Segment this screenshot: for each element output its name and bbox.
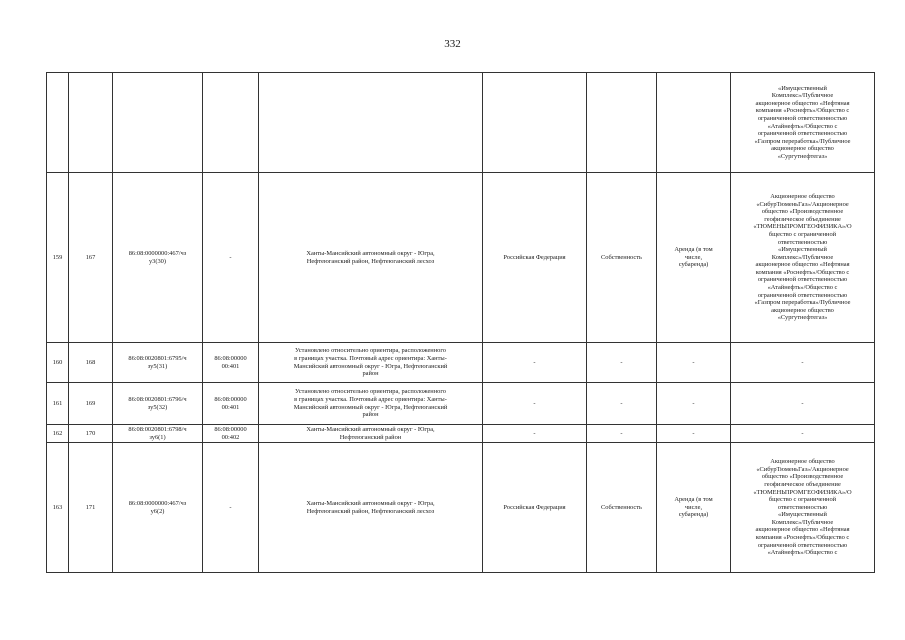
encumbrance: Аренда (в том числе, субаренда) <box>657 173 731 343</box>
owner <box>483 73 587 173</box>
address: Ханты-Мансийский автономный округ - Югра, Нефтеюганский район <box>259 425 483 443</box>
address: Установлено относительно ориентира, расположенного в границах участка. Почтовый адрес ориентира: Ханты- Мансийский автономный округ - Югра, Нефтеюганский район <box>259 383 483 425</box>
cadastral-number: 86:08:0000000:467/чз у3(30) <box>113 173 203 343</box>
parent-cadastral-number: 86:08:00000 00:402 <box>203 425 259 443</box>
encumbrance: - <box>657 425 731 443</box>
owner: - <box>483 343 587 383</box>
address: Ханты-Мансийский автономный округ - Югра, Нефтеюганский район, Нефтеюганский лесхоз <box>259 173 483 343</box>
right-type <box>587 73 657 173</box>
right-type: Собственность <box>587 173 657 343</box>
owner: - <box>483 383 587 425</box>
cadastral-number: 86:08:0020801:6795/ч зу5(31) <box>113 343 203 383</box>
parent-cadastral-number <box>203 73 259 173</box>
rights-holders: «Имущественный Комплекс»/Публичное акционерное общество «Нефтяная компания «Роснефть»/Общество с ограниченной ответственностью «Атайнефть»/Общество с ограниченной ответственностью «Газпром переработка»/Публичное акционерное общество «Сургутнефтегаз» <box>731 73 875 173</box>
row-number: 160 <box>47 343 69 383</box>
cadastral-number: 86:08:0020801:6798/ч зу6(1) <box>113 425 203 443</box>
encumbrance: Аренда (в том числе, субаренда) <box>657 443 731 573</box>
page-number: 332 <box>444 38 461 50</box>
object-id: 168 <box>69 343 113 383</box>
encumbrance: - <box>657 383 731 425</box>
encumbrance: - <box>657 343 731 383</box>
object-id: 171 <box>69 443 113 573</box>
parent-cadastral-number: - <box>203 173 259 343</box>
table-row <box>47 383 875 425</box>
encumbrance <box>657 73 731 173</box>
object-id: 170 <box>69 425 113 443</box>
table-row <box>47 443 875 573</box>
cadastral-number <box>113 73 203 173</box>
rights-holders: Акционерное общество «СибурТюменьГаз»/Акционерное общество «Производственное геофизическое объединение «ТЮМЕНЬПРОМГЕОФИЗИКА»/О бщество с ограниченной ответственностью «Имущественный Комплекс»/Публичное акционерное общество «Нефтяная компания «Роснефть»/Общество с ограниченной ответственностью «Атайнефть»/Общество с ограниченной ответственностью «Газпром переработка»/Публичное акционерное общество «Сургутнефтегаз» <box>731 173 875 343</box>
table-row <box>47 343 875 383</box>
rights-holders: - <box>731 425 875 443</box>
object-id: 167 <box>69 173 113 343</box>
owner: Российская Федерация <box>483 443 587 573</box>
table-row <box>47 425 875 443</box>
right-type: - <box>587 383 657 425</box>
owner: Российская Федерация <box>483 173 587 343</box>
rights-holders: - <box>731 343 875 383</box>
row-number <box>47 73 69 173</box>
parent-cadastral-number: - <box>203 443 259 573</box>
rights-holders: - <box>731 383 875 425</box>
parent-cadastral-number: 86:08:00000 00:401 <box>203 343 259 383</box>
cadastral-number: 86:08:0020801:6796/ч зу5(32) <box>113 383 203 425</box>
row-number: 159 <box>47 173 69 343</box>
table-row <box>47 173 875 343</box>
rights-holders: Акционерное общество «СибурТюменьГаз»/Акционерное общество «Производственное геофизическое объединение «ТЮМЕНЬПРОМГЕОФИЗИКА»/О бщество с ограниченной ответственностью «Имущественный Комплекс»/Публичное акционерное общество «Нефтяная компания «Роснефть»/Общество с ограниченной ответственностью «Атайнефть»/Общество с <box>731 443 875 573</box>
row-number: 161 <box>47 383 69 425</box>
address <box>259 73 483 173</box>
address: Ханты-Мансийский автономный округ - Югра, Нефтеюганский район, Нефтеюганский лесхоз <box>259 443 483 573</box>
object-id: 169 <box>69 383 113 425</box>
row-number: 162 <box>47 425 69 443</box>
parent-cadastral-number: 86:08:00000 00:401 <box>203 383 259 425</box>
cadastral-number: 86:08:0000000:467/чз у6(2) <box>113 443 203 573</box>
table-row <box>47 73 875 173</box>
object-id <box>69 73 113 173</box>
address: Установлено относительно ориентира, расположенного в границах участка. Почтовый адрес ориентира: Ханты- Мансийский автономный округ - Югра, Нефтеюганский район <box>259 343 483 383</box>
row-number: 163 <box>47 443 69 573</box>
owner: - <box>483 425 587 443</box>
register-table <box>46 72 875 573</box>
right-type: - <box>587 425 657 443</box>
right-type: - <box>587 343 657 383</box>
right-type: Собственность <box>587 443 657 573</box>
